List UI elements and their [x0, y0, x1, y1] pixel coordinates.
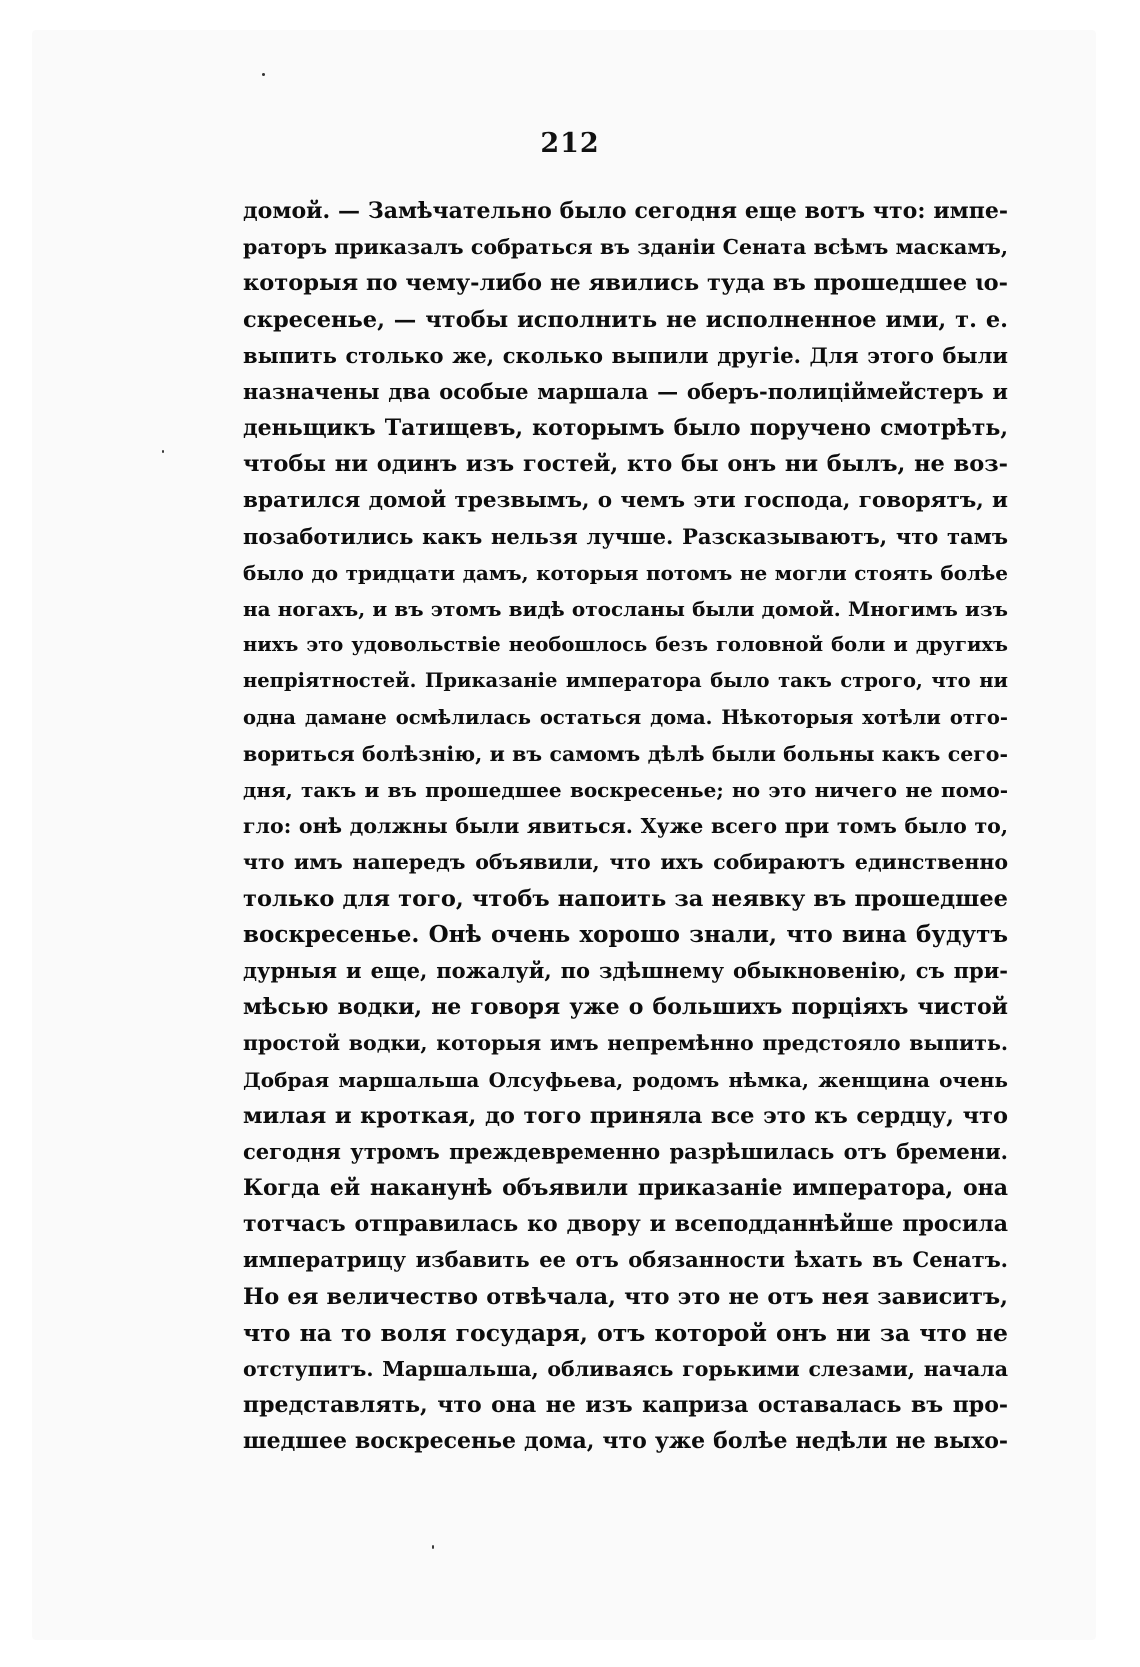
text-line: раторъ приказалъ собраться въ зданіи Сената всѣмъ маскамъ,	[243, 235, 1008, 260]
text-line: дурныя и еще, пожалуй, по здѣшнему обыкновенію, съ при-	[243, 957, 1008, 983]
text-line: шедшее воскресенье дома, что уже болѣе недѣли не выхо-	[243, 1428, 1008, 1455]
text-line: императрицу избавить ее отъ обязанности ѣхать въ Сенатъ.	[243, 1247, 1008, 1273]
text-line: тотчасъ отправилась ко двору и всеподданнѣйше просила	[243, 1211, 1008, 1238]
text-line: домой. — Замѣчательно было сегодня еще вотъ что: импе-	[243, 198, 1008, 224]
text-line: гло: онѣ должны были явиться. Хуже всего при томъ было то,	[243, 814, 1008, 839]
text-line: что на то воля государя, отъ которой онъ ни за что не	[243, 1318, 1008, 1347]
text-line: что имъ напередъ объявили, что ихъ собираютъ единственно	[243, 850, 1008, 875]
text-line: нихъ это удовольствіе необошлось безъ головной боли и другихъ	[243, 633, 1008, 657]
body-text	[243, 193, 1008, 1460]
text-line: которыя по чему-либо не явились туда въ прошедшее ɩо-	[243, 270, 1008, 297]
text-line: чтобы ни одинъ изъ гостей, кто бы онъ ни былъ, не воз-	[243, 451, 1008, 478]
scan-speck	[162, 450, 164, 453]
text-line: вратился домой трезвымъ, о чемъ эти господа, говорятъ, и	[243, 487, 1008, 513]
scan-speck	[262, 73, 265, 76]
text-line: позаботились какъ нельзя лучше. Разсказываютъ, что тамъ	[243, 523, 1008, 549]
page-number: 212	[540, 128, 600, 159]
text-line: мѣсью водки, не говоря уже о большихъ порціяхъ чистой	[243, 994, 1008, 1021]
text-line: было до тридцати дамъ, которыя потомъ не могли стоять болѣе	[243, 560, 1008, 585]
text-line: непріятностей. Приказаніе императора было такъ строго, что ни	[243, 669, 1008, 693]
text-line: одна дамане осмѣлилась остаться дома. Нѣкоторыя хотѣли отго-	[243, 705, 1008, 729]
text-line: Но ея величество отвѣчала, что это не отъ нея зависитъ,	[243, 1283, 1008, 1310]
text-line: сегодня утромъ преждевременно разрѣшилась отъ бремени.	[243, 1138, 1008, 1164]
text-line: представлять, что она не изъ каприза оставалась въ про-	[243, 1392, 1008, 1419]
text-line: только для того, чтобъ напоить за неявку въ прошедшее	[243, 885, 1008, 912]
scan-speck	[432, 1545, 434, 1549]
text-line: выпить столько же, сколько выпили другіе. Для этого были	[243, 342, 1008, 368]
text-line: на ногахъ, и въ этомъ видѣ отосланы были домой. Многимъ изъ	[243, 597, 1008, 622]
text-line: простой водки, которыя имъ непремѣнно предстояло выпить.	[243, 1031, 1008, 1056]
text-line: воскресенье. Онѣ очень хорошо знали, что вина будутъ	[243, 920, 1008, 948]
text-line: дня, такъ и въ прошедшее воскресенье; но это ничего не помо-	[243, 778, 1008, 802]
text-line: Когда ей наканунѣ объявили приказаніе императора, она	[243, 1175, 1008, 1202]
text-line: Добрая маршальша Олсуфьева, родомъ нѣмка, женщина очень	[243, 1067, 1008, 1092]
text-line: вориться болѣзнію, и въ самомъ дѣлѣ были больны какъ сего-	[243, 741, 1008, 766]
text-line: деньщикъ Татищевъ, которымъ было поручено смотрѣть,	[243, 415, 1008, 442]
text-line: скресенье, — чтобы исполнить не исполненное ими, т. е.	[243, 306, 1008, 333]
text-line: отступитъ. Маршальша, обливаясь горькими слезами, начала	[243, 1357, 1008, 1381]
text-line: милая и кроткая, до того приняла все это къ сердцу, что	[243, 1102, 1008, 1129]
text-line: назначены два особые маршала — оберъ-полиціймейстеръ и	[243, 378, 1008, 404]
